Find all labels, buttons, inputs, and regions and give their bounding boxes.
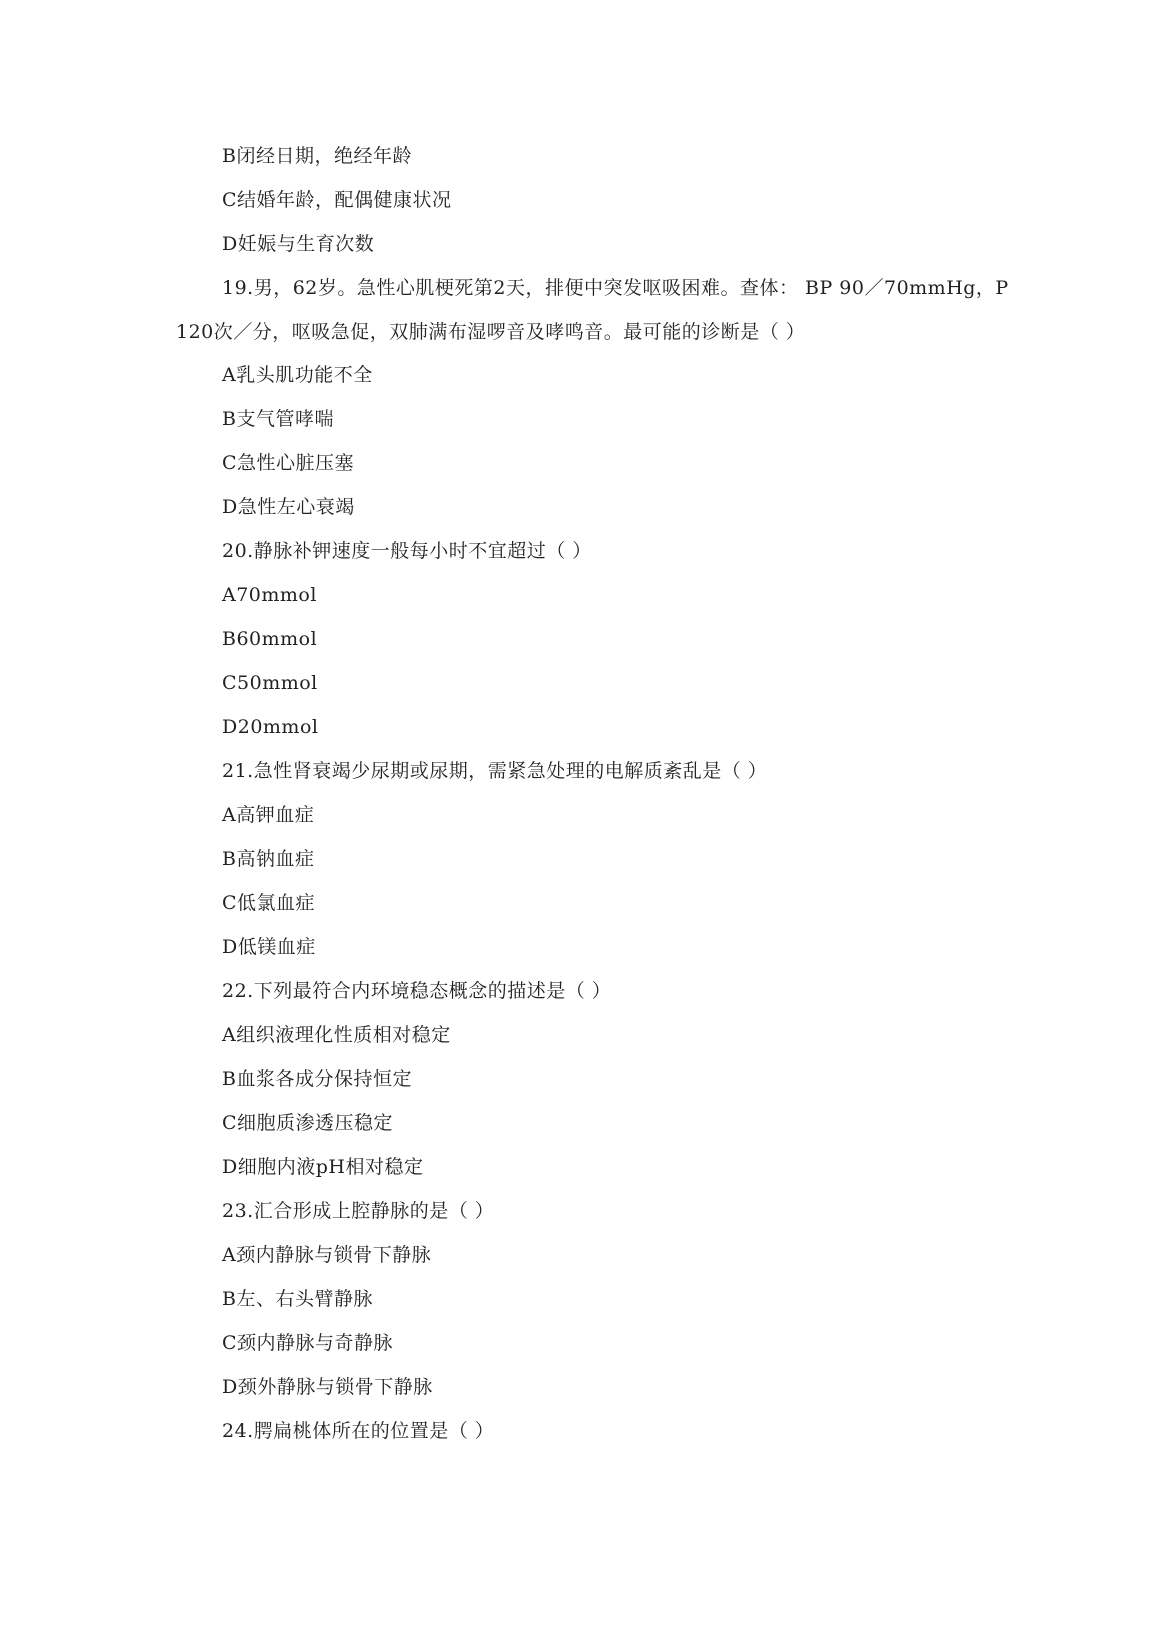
- q22-option-d: D细胞内液pH相对稳定: [222, 1156, 424, 1178]
- q22-option-b: B血浆各成分保持恒定: [222, 1068, 412, 1090]
- q20-option-b: B60mmol: [222, 628, 318, 650]
- q19-option-b: B支气管哮喘: [222, 408, 334, 430]
- q20-option-c: C50mmol: [222, 672, 318, 694]
- q24-stem: 24.腭扁桃体所在的位置是（ ）: [222, 1420, 495, 1442]
- q21-option-d: D低镁血症: [222, 936, 316, 958]
- q20-option-d: D20mmol: [222, 716, 319, 738]
- q20-option-a: A70mmol: [222, 584, 317, 606]
- q21-option-c: C低氯血症: [222, 892, 316, 914]
- q21-option-b: B高钠血症: [222, 848, 315, 870]
- q18-option-c: C结婚年龄，配偶健康状况: [222, 189, 452, 211]
- q18-option-b: B闭经日期，绝经年龄: [222, 145, 412, 167]
- q21-stem: 21.急性肾衰竭少尿期或尿期，需紧急处理的电解质紊乱是（ ）: [222, 760, 768, 782]
- q22-option-c: C细胞质渗透压稳定: [222, 1112, 394, 1134]
- q23-option-a: A颈内静脉与锁骨下静脉: [222, 1244, 432, 1266]
- q22-option-a: A组织液理化性质相对稳定: [222, 1024, 451, 1046]
- q19-option-c: C急性心脏压塞: [222, 452, 355, 474]
- q22-stem: 22.下列最符合内环境稳态概念的描述是（ ）: [222, 980, 612, 1002]
- q23-option-c: C颈内静脉与奇静脉: [222, 1332, 394, 1354]
- q20-stem: 20.静脉补钾速度一般每小时不宜超过（ ）: [222, 540, 592, 562]
- q18-option-d: D妊娠与生育次数: [222, 233, 375, 255]
- q19-stem-line1: 19.男，62岁。急性心肌梗死第2天，排便中突发呕吸困难。查体： BP 90／70mmHg，P: [222, 277, 1009, 299]
- q23-option-b: B左、右头臂静脉: [222, 1288, 373, 1310]
- q19-option-a: A乳头肌功能不全: [222, 364, 373, 386]
- q19-stem-line2: 120次／分，呕吸急促，双肺满布湿啰音及哮鸣音。最可能的诊断是（ ）: [176, 321, 806, 343]
- q23-stem: 23.汇合形成上腔静脉的是（ ）: [222, 1200, 495, 1222]
- q19-option-d: D急性左心衰竭: [222, 496, 355, 518]
- q23-option-d: D颈外静脉与锁骨下静脉: [222, 1376, 433, 1398]
- q21-option-a: A高钾血症: [222, 804, 315, 826]
